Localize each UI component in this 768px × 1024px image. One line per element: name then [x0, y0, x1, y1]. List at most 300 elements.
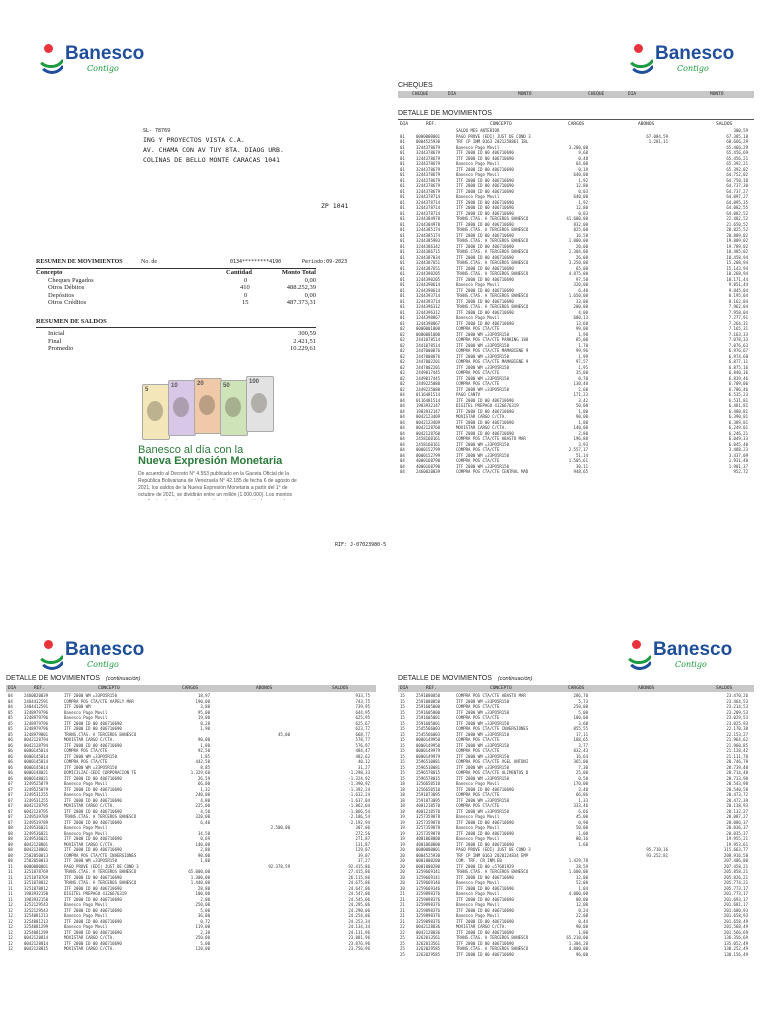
col-concepto: CONCEPTO [490, 122, 512, 127]
row-ref: 2591873095 [416, 792, 441, 797]
row-cargo: 200,00 [573, 304, 588, 309]
row-dia: 21 [400, 913, 405, 918]
row-saldo: 10.268,94 [726, 271, 748, 276]
row-ref: 2441078514 [416, 337, 441, 342]
row-dia: 22 [400, 929, 405, 935]
col-dia: DIA [400, 686, 409, 691]
row-dia: 04 [400, 425, 405, 430]
row-concepto: Otros Créditos [48, 299, 87, 306]
row-dia: 11 [8, 880, 13, 885]
detalle-title-text: DETALLE DE MOVIMIENTOS [6, 675, 100, 682]
banesco-logo-icon [36, 44, 62, 74]
row-ref: 2484412591 [24, 704, 49, 709]
row-concepto: ITF 2000 ID 00 406710690 [456, 155, 514, 161]
row-dia: 15 [400, 720, 405, 726]
row-dia: 01 [400, 144, 405, 150]
row-concepto: TRANS.CTAS. A TERCEROS BANESCO [64, 869, 137, 874]
detalle-title [398, 675, 532, 682]
row-cargo: 100,00 [195, 891, 210, 896]
row-ref: 3244384978 [416, 216, 441, 221]
row-ref: 0042128836 [416, 929, 441, 935]
row-ref: 3244378714 [416, 205, 441, 210]
row-cargo: 65.210,00 [566, 935, 588, 940]
row-abono: 67.084,59 [646, 133, 668, 139]
row-cargo: 28,80 [197, 885, 210, 891]
row-saldo: 6.840,16 [728, 370, 748, 375]
row-cargo: 1,80 [200, 742, 210, 748]
row-saldo: 20.739,48 [726, 764, 748, 770]
statement-page-1 [0, 0, 384, 512]
row-ref: 3244387034 [416, 254, 441, 260]
row-cargo: 1.650,00 [568, 293, 588, 298]
row-saldo: 933,75 [355, 693, 370, 698]
row-saldo: 6.839,46 [728, 375, 748, 381]
banesco-logo [36, 44, 144, 74]
row-dia: 07 [8, 803, 13, 808]
row-cargo: 1,60 [578, 841, 588, 847]
row-dia: 20 [400, 869, 405, 874]
row-monto: 0,00 [304, 291, 316, 299]
row-dia: 01 [400, 210, 405, 216]
row-concepto: Banesco Pago Movil [64, 913, 108, 918]
row-saldo: 23.876,96 [348, 940, 370, 946]
row-concepto: ITF 2000 ID 00 406710690 [64, 726, 122, 731]
period: Periodo:09-2023 [302, 259, 348, 265]
row-concepto: ITF 2000 ID 00 406710690 [456, 819, 514, 825]
row-saldo: 201.566,69 [723, 929, 748, 935]
row-cargo: 45,00 [575, 814, 588, 819]
row-cargo: 225,00 [195, 803, 210, 808]
row-cargo: 1.300,00 [190, 874, 210, 880]
row-concepto: COMPRA POS CTA/CTE [456, 792, 500, 797]
logo-tagline: Contigo [675, 660, 707, 669]
row-cargo: 4.800,00 [568, 946, 588, 951]
row-ref: 2596510081 [416, 759, 441, 764]
row-ref: 3259898376 [416, 896, 441, 902]
row-ref: 2449225080 [416, 386, 441, 392]
row-concepto: ITF 2000 WM =33PO5R150 [64, 858, 117, 863]
row-saldo: 9.851,44 [728, 282, 748, 287]
saldo-row [36, 330, 316, 338]
row-cargo: 1,80 [200, 858, 210, 863]
col-concepto: CONCEPTO [490, 686, 512, 691]
banesco-logo [624, 640, 732, 670]
row-ref: 0000148021 [24, 775, 49, 781]
row-dia: 04 [400, 414, 405, 419]
row-concepto: PAGO PROVE (EDI) JUST DE COND 3 [456, 847, 531, 852]
row-dia: 20 [400, 847, 405, 852]
row-saldo: 136.356,69 [723, 935, 748, 940]
row-dia: 01 [400, 172, 405, 177]
row-ref: 2591080050 [416, 698, 441, 704]
resumen-movimientos-title: RESUMEN DE MOVIMIENTOS [36, 259, 123, 265]
row-cargo: 130,40 [573, 381, 588, 386]
row-saldo: 20.086,37 [726, 819, 748, 825]
row-ref: 3249531255 [24, 792, 49, 797]
row-dia: 04 [400, 397, 405, 403]
row-dia: 21 [400, 896, 405, 902]
row-saldo: 23.209,53 [726, 709, 748, 715]
row-dia: 15 [400, 775, 405, 781]
row-ref: 0000000001 [416, 133, 441, 139]
client-address-line1: AV. CHAMA CON AV TUY 8TA. DIAOG URB. [143, 146, 284, 154]
row-dia: 20 [400, 874, 405, 880]
row-concepto: ITF 2000 ID 00 406710690 [456, 397, 514, 403]
row-ref: 3257359878 [416, 825, 441, 830]
row-ref: 3259669146 [416, 885, 441, 891]
row-ref: 2449225080 [416, 381, 441, 386]
row-saldo: 64.750,10 [726, 177, 748, 183]
row-concepto: COMPRA POS CTA/CTE [64, 759, 108, 764]
row-dia: 15 [400, 698, 405, 704]
row-ref: 0042128760 [416, 425, 441, 430]
col-dia: DIA [400, 122, 409, 127]
banknotes-image [138, 374, 298, 442]
row-concepto: ITF 2000 WM =33PO5R150 [456, 753, 509, 759]
row-dia: 06 [8, 759, 13, 764]
row-cargo: 0,03 [578, 210, 588, 216]
row-cargo: 4,80 [200, 797, 210, 803]
row-ref: 3257359878 [416, 814, 441, 819]
row-cargo: 12,80 [575, 183, 588, 188]
row-concepto: ITF 2000 ID 00 406710690 [456, 918, 514, 924]
row-concepto: ITF 2000 WM =33PO5R150 [64, 753, 117, 759]
row-dia: 04 [8, 698, 13, 704]
row-ref: 3259898376 [416, 918, 441, 924]
row-ref: 3251078769 [24, 869, 49, 874]
row-concepto: ITF 2000 WM =33PO5R150 [456, 463, 509, 469]
row-abono: 93.252,81 [646, 852, 668, 858]
row-concepto: ITF 2000 ID 00 406710690 [64, 896, 122, 902]
statement-page-3 [0, 512, 387, 1024]
row-ref: 1983932147 [416, 408, 441, 414]
row-concepto: ITF 2000 WM =33PO5R150 [456, 764, 509, 770]
row-saldo: 39,07 [357, 852, 370, 858]
row-cargo: 4,00 [578, 309, 588, 315]
row-concepto: MOVISTAR CARGO C/CTA. [456, 414, 507, 419]
row-dia: 12 [8, 902, 13, 907]
row-dia: 06 [8, 770, 13, 775]
row-ref: 3251078812 [24, 880, 49, 885]
row-dia: 11 [8, 885, 13, 891]
row-cargo: 0,28 [200, 720, 210, 726]
saldo-label: Inicial [48, 330, 65, 337]
col-cargos: CARGOS [568, 686, 585, 691]
row-cargo: 4,50 [200, 808, 210, 814]
row-ref: 3244386715 [416, 249, 441, 254]
row-cargo: 1.505,61 [568, 458, 588, 463]
row-concepto: Banesco Pago Movil [64, 781, 108, 786]
row-dia: 15 [400, 731, 405, 737]
row-saldo: 7.962,04 [728, 304, 748, 309]
row-concepto: Banesco Pago Movil [456, 913, 500, 918]
row-concepto: Banesco Pago Movil [64, 924, 108, 929]
row-concepto: COMPRA POS CTA/CTE [456, 748, 500, 753]
row-cargo: 19,00 [197, 715, 210, 720]
row-cargo: 9,60 [578, 150, 588, 155]
row-saldo: 6.480,81 [728, 408, 748, 414]
row-saldo: 1.931,48 [728, 458, 748, 463]
row-cargo: 99,96 [575, 348, 588, 353]
row-dia: 04 [400, 452, 405, 458]
row-cargo: 140,00 [573, 425, 588, 430]
row-dia: 01 [400, 155, 405, 161]
row-cargo: 0,24 [578, 907, 588, 913]
row-cargo: 32,00 [575, 874, 588, 880]
row-ref: 3262029585 [416, 951, 441, 957]
row-ref: 2447000876 [416, 353, 441, 359]
row-concepto: ITF 2000 WM =33PO5R150 [456, 775, 509, 781]
row-cargo: 2,80 [578, 430, 588, 436]
row-cargo: 640,00 [573, 194, 588, 199]
row-dia: 18 [400, 781, 405, 786]
row-cargo: 3,93 [578, 441, 588, 447]
row-dia: 02 [400, 386, 405, 392]
row-dia: 01 [400, 276, 405, 282]
row-concepto: ITF 2000 WM =33PO5R150 [456, 742, 509, 748]
row-saldo: 6.246,21 [728, 430, 748, 436]
row-cargo: 0,03 [578, 188, 588, 194]
row-cargo: 26,59 [197, 775, 210, 781]
row-ref: 3244386142 [416, 243, 441, 249]
row-dia: 07 [8, 792, 13, 797]
row-saldo: 576,97 [355, 742, 370, 748]
row-dia: 15 [400, 726, 405, 731]
row-saldo: 6.974,68 [728, 353, 748, 359]
row-saldo: 18.485,02 [726, 249, 748, 254]
row-concepto: Banesco Pago Movil [456, 825, 500, 830]
row-dia: 02 [400, 353, 405, 359]
row-abono: 95.710,16 [646, 847, 668, 852]
row-concepto: Depósitos [48, 291, 74, 299]
row-ref: 2458160161 [416, 436, 441, 441]
row-ref: 0116481514 [416, 397, 441, 403]
row-concepto: TRANS.CTAS. A TERCEROS BANESCO [456, 216, 529, 221]
row-concepto: ITF 2000 ID 00 406710690 [64, 918, 122, 924]
row-ref: 3244390614 [416, 282, 441, 287]
col-cargos: CARGOS [182, 686, 199, 691]
row-saldo: 24.131,96 [348, 929, 370, 935]
statement-page-2 [384, 0, 768, 512]
row-saldo: 7.165,31 [728, 326, 748, 331]
row-ref: 2545566003 [416, 731, 441, 737]
row-ref: 0000000001 [24, 863, 49, 869]
row-dia: 04 [400, 403, 405, 408]
row-saldo: 31,27 [357, 764, 370, 770]
row-dia: 15 [400, 759, 405, 764]
row-ref: 3262013561 [416, 935, 441, 940]
row-ref: 3244378679 [416, 150, 441, 155]
row-dia: 15 [400, 753, 405, 759]
row-saldo: 19.789,02 [726, 243, 748, 249]
row-saldo: -1.866,54 [348, 808, 370, 814]
row-ref: 0004525930 [416, 139, 441, 144]
detalle-header [6, 685, 376, 692]
row-concepto: ITF 2000 ID 00 406710690 [456, 221, 514, 227]
row-dia: 01 [400, 243, 405, 249]
row-abono: 92.378,59 [268, 863, 290, 869]
row-saldo: 24.134,34 [348, 924, 370, 929]
row-saldo: -1.390,92 [348, 781, 370, 786]
row-ref: 3248979796 [24, 715, 49, 720]
row-concepto: COMPRA POS CTA/CTE CENTRAL MAD [456, 469, 529, 474]
row-ref: 0000149950 [416, 742, 441, 748]
row-saldo: 64.737,30 [726, 183, 748, 188]
row-saldo: 24.253,34 [348, 918, 370, 924]
bill-value: 100 [249, 379, 260, 385]
row-ref: 0000000001 [416, 847, 441, 852]
row-concepto: ITF 2000 ID 00 406710690 [456, 951, 514, 957]
row-dia: 12 [8, 935, 13, 940]
row-concepto: ITF 2000 ID 00 406710690 [456, 830, 514, 836]
row-dia: 12 [8, 946, 13, 951]
row-concepto: ITF 2000 WM =33PO5R150 [64, 693, 117, 698]
row-saldo: 201.693,17 [723, 896, 748, 902]
logo-tagline: Contigo [87, 64, 119, 73]
row-ref: 3244385174 [416, 232, 441, 238]
row-dia: 04 [400, 430, 405, 436]
row-saldo: -1.862,04 [348, 803, 370, 808]
row-dia: 18 [400, 792, 405, 797]
row-saldo: 668,77 [355, 731, 370, 737]
row-dia: 07 [8, 808, 13, 814]
row-dia: 01 [400, 298, 405, 304]
row-concepto: ITF 2000 WM =33PO5R150 [456, 731, 509, 737]
row-dia: 07 [8, 797, 13, 803]
row-ref: 3259898376 [416, 891, 441, 896]
row-concepto: Banesco Pago Movil [456, 161, 500, 166]
row-dia: 04 [400, 392, 405, 397]
row-ref: 2460020039 [24, 693, 49, 698]
row-saldo: 67.385,18 [726, 133, 748, 139]
row-concepto: Banesco Pago Movil [456, 836, 500, 841]
row-ref: 0000148021 [24, 770, 49, 775]
resumen-row [36, 299, 316, 307]
resumen-saldos-title: RESUMEN DE SALDOS [36, 318, 107, 325]
row-cargo: 680,13 [573, 315, 588, 320]
row-dia: 20 [400, 858, 405, 863]
detalle-title: DETALLE DE MOVIMIENTOS [398, 110, 492, 117]
row-ref: 3257359878 [416, 819, 441, 825]
saldo-label: Promedio [48, 345, 74, 352]
row-ref: 0000149950 [416, 737, 441, 742]
resumen-row [36, 284, 316, 292]
row-ref: 0001800280 [416, 858, 441, 863]
row-dia: 01 [400, 227, 405, 232]
row-saldo: 64.737,27 [726, 188, 748, 194]
row-ref: 3256650510 [416, 781, 441, 786]
row-saldo: 20.714,48 [726, 770, 748, 775]
row-saldo: 21.650,52 [726, 221, 748, 227]
row-cargo: 26,08 [575, 254, 588, 260]
row-cargo: 4.875,00 [568, 271, 588, 276]
row-dia: 04 [400, 408, 405, 414]
row-concepto: ITF 2000 ID 00 406710690 [456, 419, 514, 425]
row-concepto: DIGITEL PREPAGO 4126676319 [456, 403, 519, 408]
row-cargo: 3,77 [578, 742, 588, 748]
row-abono: 2.500,00 [270, 825, 290, 830]
row-dia: 25 [400, 951, 405, 957]
row-dia: 18 [400, 803, 405, 808]
row-concepto: PAGO CANTV [456, 392, 481, 397]
row-saldo: 207.458,21 [723, 863, 748, 869]
row-cargo: 6,40 [200, 819, 210, 825]
col-saldos: SALDOS [716, 686, 733, 691]
row-saldo: 65.456,69 [726, 150, 748, 155]
row-ref: 4001218570 [416, 808, 441, 814]
col-monto: Monto Total [281, 269, 316, 276]
row-ref: 3248979796 [24, 726, 49, 731]
row-saldo: 21.128,42 [726, 748, 748, 753]
row-concepto: ITF 2000 WM =33PO5R150 [456, 698, 509, 704]
row-dia: 11 [8, 874, 13, 880]
row-ref: 0042128801 [24, 841, 49, 847]
row-dia: 01 [400, 260, 405, 265]
row-cargo: 66,00 [197, 781, 210, 786]
row-saldo: 6.535,23 [728, 392, 748, 397]
row-cargo: 3,40 [578, 786, 588, 792]
row-cargo: 1,92 [578, 199, 588, 205]
row-concepto: ITF 2000 ID 00 406710690 [64, 819, 122, 825]
cheques-header [398, 91, 754, 98]
row-dia: 04 [400, 441, 405, 447]
row-ref: 0042128795 [24, 808, 49, 814]
row-ref: 0000152799 [416, 447, 441, 452]
row-concepto: Banesco Pago Movil [456, 315, 500, 320]
row-cargo: 2,80 [200, 847, 210, 852]
row-dia: 02 [400, 337, 405, 342]
row-saldo: 3.437,09 [728, 452, 748, 458]
row-concepto: Banesco Pago Movil [456, 144, 500, 150]
row-concepto: Banesco Pago Movil [456, 891, 500, 896]
row-dia: 21 [400, 918, 405, 924]
row-dia: 11 [8, 869, 13, 874]
row-ref: 3244390205 [416, 276, 441, 282]
saldo-row [36, 338, 316, 346]
row-dia: 25 [400, 946, 405, 951]
row-saldo: 64.095,35 [726, 199, 748, 205]
row-saldo: 22.482,52 [726, 216, 748, 221]
row-saldo: -1.637,04 [348, 797, 370, 803]
row-ref: 1983932150 [24, 891, 49, 896]
row-ref: 3244378679 [416, 161, 441, 166]
row-ref: 3244378714 [416, 199, 441, 205]
row-ref: 3254081299 [24, 929, 49, 935]
row-concepto: ITF 2000 ID 00 406710690 [456, 320, 514, 326]
row-concepto: TRANS.CTAS. A TERCEROS BANESCO [64, 731, 137, 737]
row-ref: 3244378714 [416, 210, 441, 216]
row-concepto: MOVISTAR CARGO C/CTA. [64, 803, 115, 808]
col-ref: REF. [426, 686, 437, 691]
row-saldo: 739,95 [355, 704, 370, 709]
row-ref: 4001068000 [416, 836, 441, 841]
row-cargo: 95,00 [197, 709, 210, 715]
col-cheque: CHEQUE [588, 92, 605, 97]
row-concepto: ITF 2000 ID 00 406710690 [456, 841, 514, 847]
row-ref: 3244378679 [416, 177, 441, 183]
row-cargo: 12,80 [575, 205, 588, 210]
row-ref: 3256650510 [416, 786, 441, 792]
row-saldo: 20.036,37 [726, 825, 748, 830]
row-ref: 3244378679 [416, 188, 441, 194]
row-saldo: 68.666,29 [726, 139, 748, 144]
row-saldo: 20.713,98 [726, 775, 748, 781]
row-dia: 01 [400, 216, 405, 221]
row-concepto: Banesco Pago Movil [64, 825, 108, 830]
row-concepto: ITF 2000 WM =33PO5R150 [64, 764, 117, 770]
row-dia: 12 [8, 940, 13, 946]
row-concepto: Banesco Pago Movil [64, 709, 108, 715]
